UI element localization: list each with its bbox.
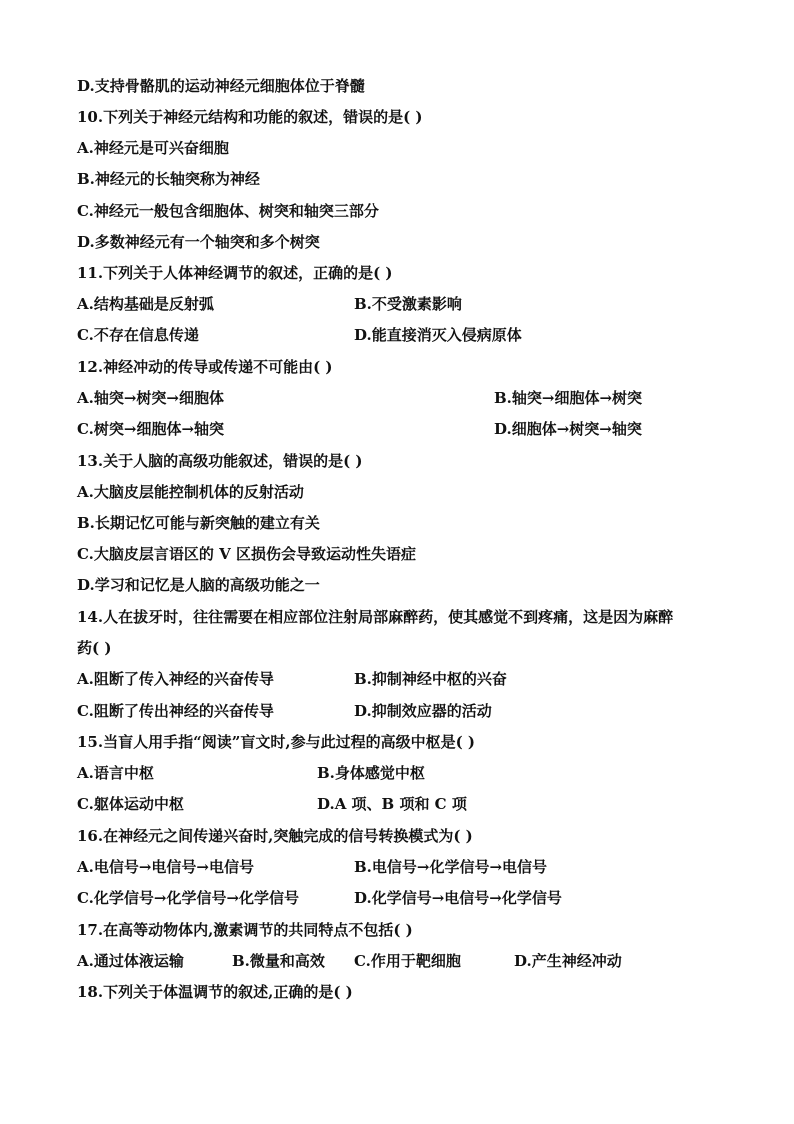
q16-stem: 16.在神经元之间传递兴奋时,突触完成的信号转换模式为( )	[77, 827, 473, 845]
q12-stem: 12.神经冲动的传导或传递不可能由( )	[77, 358, 333, 376]
q16-option-a: A.电信号→电信号→电信号	[77, 858, 254, 876]
q15-option-c: C.躯体运动中枢	[77, 795, 184, 813]
q12-option-c: C.树突→细胞体→轴突	[77, 420, 225, 438]
prev-option-d: D.支持骨骼肌的运动神经元细胞体位于脊髓	[77, 77, 365, 95]
q10-option-b: B.神经元的长轴突称为神经	[77, 170, 260, 188]
q11-option-b: B.不受激素影响	[354, 295, 462, 313]
q16-option-b: B.电信号→化学信号→电信号	[354, 858, 548, 876]
q14-option-c: C.阻断了传出神经的兴奋传导	[77, 702, 274, 720]
q15-option-d: D.A 项、B 项和 C 项	[317, 795, 467, 813]
q10-stem: 10.下列关于神经元结构和功能的叙述，错误的是( )	[77, 108, 423, 126]
q13-stem: 13.关于人脑的高级功能叙述，错误的是( )	[77, 452, 363, 470]
q16-option-d: D.化学信号→电信号→化学信号	[354, 889, 562, 907]
q15-stem: 15.当盲人用手指“阅读”盲文时,参与此过程的高级中枢是( )	[77, 733, 475, 751]
q10-option-c: C.神经元一般包含细胞体、树突和轴突三部分	[77, 202, 379, 220]
q15-option-b: B.身体感觉中枢	[317, 764, 425, 782]
q17-stem: 17.在高等动物体内,激素调节的共同特点不包括( )	[77, 921, 413, 939]
q11-option-a: A.结构基础是反射弧	[77, 295, 214, 313]
q17-option-d: D.产生神经冲动	[514, 952, 622, 970]
q13-option-c: C.大脑皮层言语区的 V 区损伤会导致运动性失语症	[77, 545, 416, 563]
q11-option-d: D.能直接消灭入侵病原体	[354, 326, 522, 344]
q10-option-a: A.神经元是可兴奋细胞	[77, 139, 229, 157]
q12-option-a: A.轴突→树突→细胞体	[77, 389, 224, 407]
q17-option-c: C.作用于靶细胞	[354, 952, 461, 970]
q15-option-a: A.语言中枢	[77, 764, 154, 782]
q11-option-c: C.不存在信息传递	[77, 326, 199, 344]
q18-stem: 18.下列关于体温调节的叙述,正确的是( )	[77, 983, 353, 1001]
q10-option-d: D.多数神经元有一个轴突和多个树突	[77, 233, 320, 251]
q14-stem-line2: 药( )	[77, 639, 112, 657]
q14-option-d: D.抑制效应器的活动	[354, 702, 492, 720]
q14-stem-line1: 14.人在拔牙时，往往需要在相应部位注射局部麻醉药，使其感觉不到疼痛，这是因为麻醉	[77, 608, 674, 626]
q13-option-a: A.大脑皮层能控制机体的反射活动	[77, 483, 304, 501]
q14-option-b: B.抑制神经中枢的兴奋	[354, 670, 507, 688]
q11-stem: 11.下列关于人体神经调节的叙述，正确的是( )	[77, 264, 393, 282]
q14-option-a: A.阻断了传入神经的兴奋传导	[77, 670, 274, 688]
q17-option-a: A.通过体液运输	[77, 952, 184, 970]
q16-option-c: C.化学信号→化学信号→化学信号	[77, 889, 300, 907]
q12-option-d: D.细胞体→树突→轴突	[494, 420, 642, 438]
q17-option-b: B.微量和高效	[232, 952, 325, 970]
q13-option-b: B.长期记忆可能与新突触的建立有关	[77, 514, 320, 532]
q12-option-b: B.轴突→细胞体→树突	[494, 389, 643, 407]
q13-option-d: D.学习和记忆是人脑的高级功能之一	[77, 576, 320, 594]
